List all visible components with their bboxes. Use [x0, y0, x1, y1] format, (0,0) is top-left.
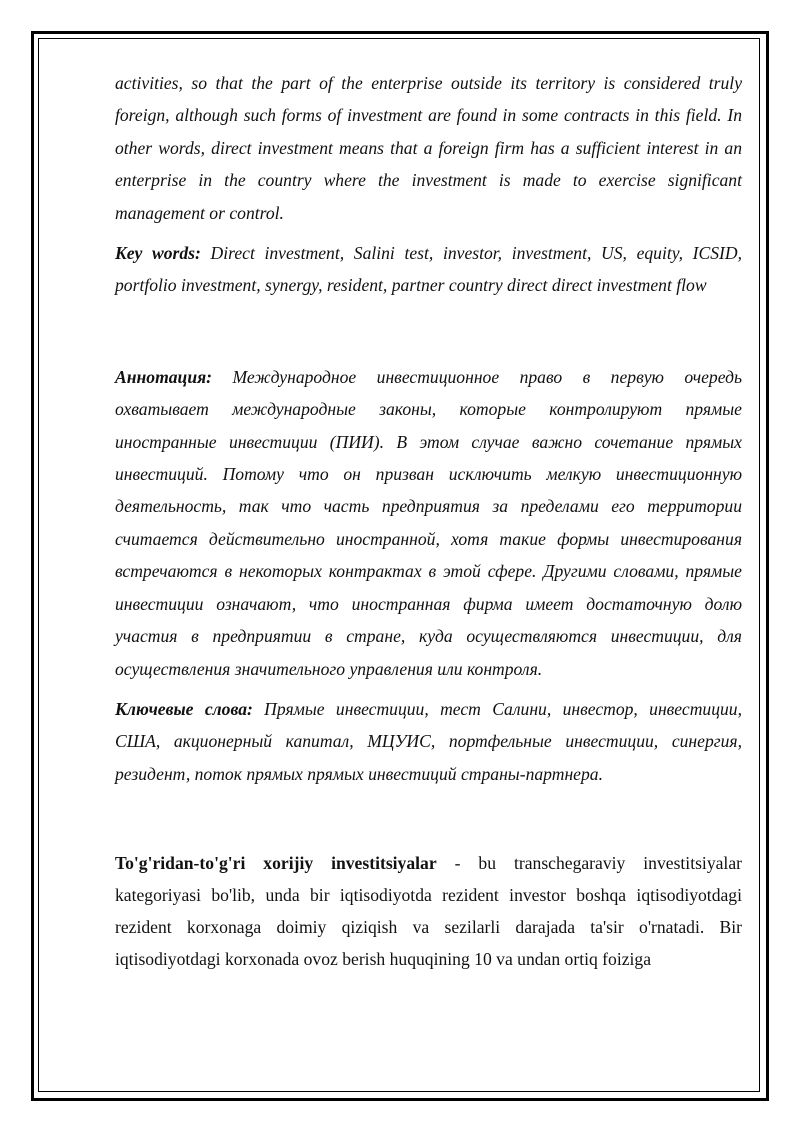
- keywords-ru: [115, 693, 742, 790]
- keywords-ru-text: Прямые инвестиции, тест Салини, инвестор, инвестиции, США, акционерный капитал, МЦУИС, портфельные инвестиции, синергия, резидент, поток прямых прямых инвестиций страны-партнера.: [115, 698, 742, 784]
- body-uz-text: - bu transchegaraviy investitsiyalar kategoriyasi bo'lib, unda bir iqtisodiyotda rezident investor boshqa iqtisodiyotdagi rezident korxonaga doimiy qiziqish va sezilarli darajada ta'sir o'rnatadi. Bir iqtisodiyotdagi korxonada ovoz berish huquqining 10 va undan ortiq foiziga: [115, 853, 742, 969]
- keywords-en-label: Key words:: [115, 243, 201, 264]
- keywords-en: [115, 237, 742, 302]
- keywords-en-text: Direct investment, Salini test, investor, investment, US, equity, ICSID, portfolio investment, synergy, resident, partner country direct direct investment flow: [115, 243, 742, 296]
- document-body: [115, 67, 742, 975]
- body-uz-term: To'g'ridan-to'g'ri xorijiy investitsiyalar: [115, 853, 437, 874]
- annotation-ru-label: Аннотация:: [115, 366, 213, 387]
- annotation-ru: [115, 361, 742, 685]
- abstract-en-continued: activities, so that the part of the enterprise outside its territory is considered truly foreign, although such forms of investment are found in some contracts in this field. In other words, direct investment means that a foreign firm has a sufficient interest in an enterprise in the country where the investment is made to exercise significant management or control.: [115, 73, 742, 223]
- keywords-ru-label: Ключевые слова:: [115, 698, 253, 719]
- body-uz-paragraph: [115, 848, 742, 975]
- annotation-ru-text: Международное инвестиционное право в первую очередь охватывает международные законы, которые контролируют прямые иностранные инвестиции (ПИИ). В этом случае важно сочетание прямых инвестиций. Потому что он призван исключить мелкую инвестиционную деятельность, так что часть предприятия за пределами его территории считается действительно иностранной, хотя такие формы инвестирования встречаются в некоторых контрактах в этой сфере. Другими словами, прямые инвестиции означают, что иностранная фирма имеет достаточную долю участия в предприятии в стране, куда осуществляются инвестиции, для осуществления значительного управления или контроля.: [115, 366, 742, 679]
